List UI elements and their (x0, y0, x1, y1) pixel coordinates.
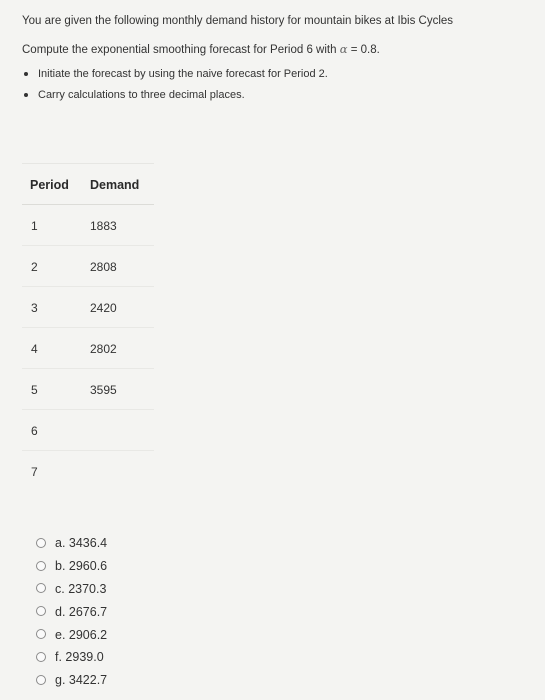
option-label: b. 2960.6 (55, 558, 108, 573)
period-cell: 7 (31, 465, 38, 479)
radio-button[interactable] (36, 583, 46, 593)
answer-option-g[interactable] (36, 671, 107, 694)
period-cell: 5 (31, 383, 38, 397)
instruction-suffix: = 0.8. (347, 44, 380, 56)
option-label: d. 2676.7 (55, 604, 108, 619)
answer-option-c[interactable] (36, 580, 107, 603)
table-header (22, 163, 154, 205)
demand-table (22, 163, 154, 492)
option-label: g. 3422.7 (55, 673, 108, 688)
demand-cell: 2808 (90, 260, 117, 274)
answer-option-b[interactable] (36, 557, 107, 580)
table-row (22, 410, 154, 451)
answer-option-d[interactable] (36, 603, 107, 626)
alpha-symbol: α (339, 42, 348, 56)
radio-button[interactable] (36, 606, 46, 616)
period-cell: 6 (31, 424, 38, 438)
question-instruction (22, 42, 380, 56)
period-cell: 4 (31, 342, 38, 356)
table-row (22, 369, 154, 410)
option-label: f. 2939.0 (55, 650, 104, 665)
radio-button[interactable] (36, 675, 46, 685)
answer-option-e[interactable] (36, 626, 107, 649)
question-intro: You are given the following monthly demand history for mountain bikes at Ibis Cycles (22, 15, 454, 27)
period-cell: 2 (31, 260, 38, 274)
demand-cell: 3595 (90, 383, 117, 397)
radio-button[interactable] (36, 561, 46, 571)
radio-button[interactable] (36, 629, 46, 639)
table-row (22, 287, 154, 328)
instruction-prefix: Compute the exponential smoothing forecast for Period 6 with (22, 44, 340, 56)
table-row (22, 451, 154, 492)
demand-cell: 1883 (90, 219, 117, 233)
demand-cell: 2802 (90, 342, 117, 356)
period-cell: 3 (31, 301, 38, 315)
option-label: e. 2906.2 (55, 627, 108, 642)
table-row (22, 205, 154, 246)
demand-cell: 2420 (90, 301, 117, 315)
period-cell: 1 (31, 219, 38, 233)
option-label: a. 3436.4 (55, 536, 108, 550)
option-label: c. 2370.3 (55, 581, 107, 596)
table-row (22, 246, 154, 287)
bullet-item: Initiate the forecast by using the naive forecast for Period 2. (24, 66, 328, 87)
demand-column-header: Demand (90, 178, 140, 192)
instruction-bullets (24, 66, 328, 108)
answer-option-a[interactable] (36, 534, 107, 557)
radio-button[interactable] (36, 652, 46, 662)
radio-button[interactable] (36, 538, 46, 548)
answer-option-f[interactable] (36, 648, 107, 671)
table-row (22, 328, 154, 369)
period-column-header: Period (30, 178, 69, 192)
bullet-item: Carry calculations to three decimal places. (24, 87, 328, 108)
answer-options (36, 534, 107, 694)
